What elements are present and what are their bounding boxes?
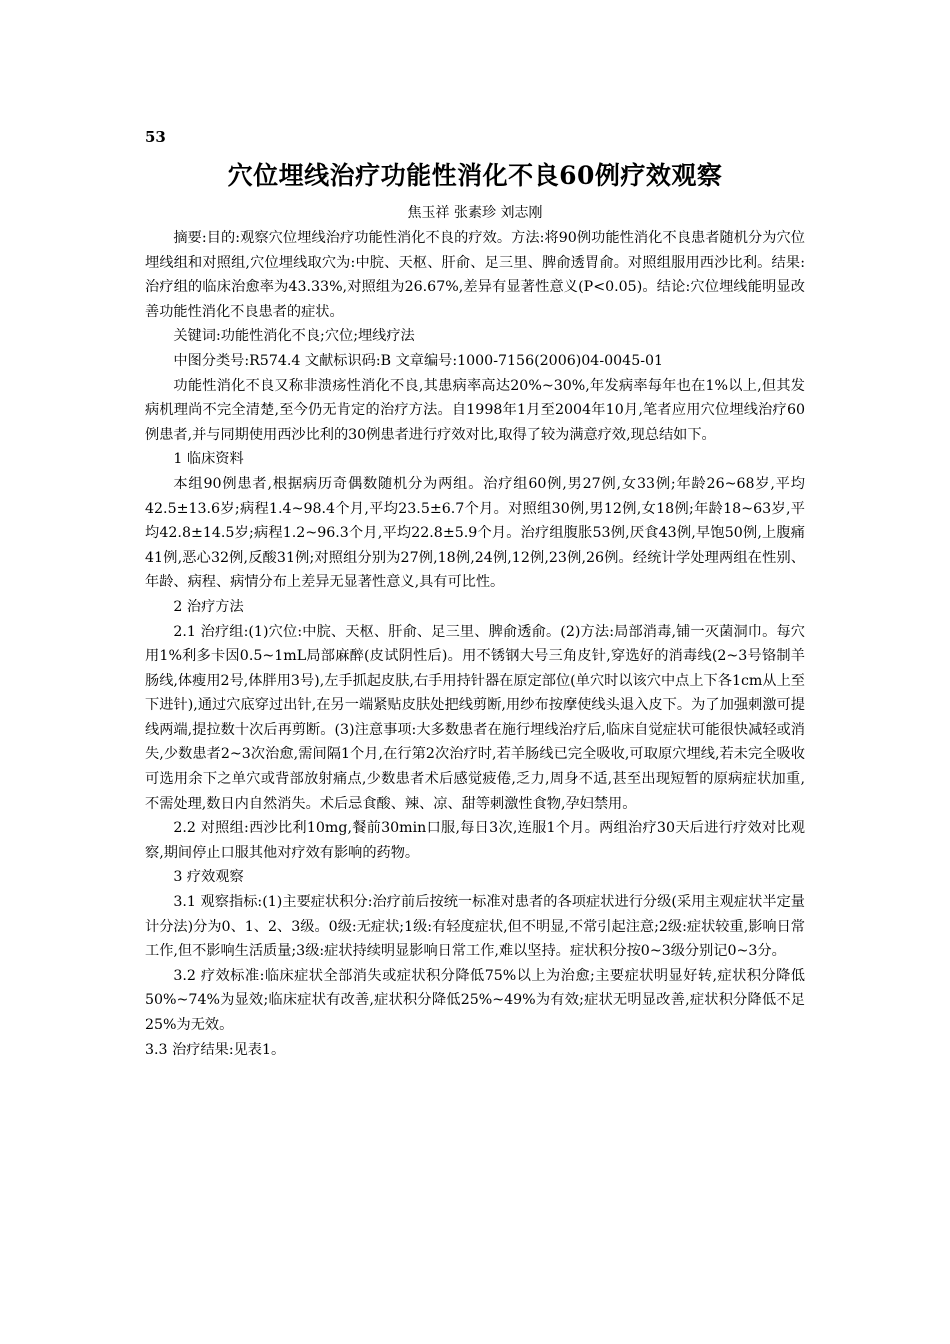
keywords: 关键词:功能性消化不良;穴位;埋线疗法: [173, 328, 415, 345]
section-3-3-text: 3.3 治疗结果:见表1。: [145, 1041, 286, 1058]
section-heading-2: 2 治疗方法: [173, 598, 244, 615]
section-3-2-text: 3.2 疗效标准:临床症状全部消失或症状积分降低75%以上为治愈;主要症状明显好转,症状积分降低50%~74%为显效;临床症状有改善,症状积分降低25%~49%为有效;症状无明显改善,症状积分降低不足25%为无效。: [145, 967, 805, 1033]
section-2-1-text: 2.1 治疗组:(1)穴位:中脘、天枢、肝俞、足三里、脾俞透俞。(2)方法:局部消毒,铺一灭菌洞巾。每穴用1%利多卡因0.5~1mL局部麻醉(皮试阴性后)。用不锈钢大号三角皮针,穿选好的消毒线(2~3号铬制羊肠线,体瘦用2号,体胖用3号),左手抓起皮肤,右手用持针器在原定部位(单穴时以该穴中点上下各1cm从上至下进针),通过穴底穿过出针,在另一端紧贴皮肤处把线剪断,用纱布按摩使线头退入皮下。为了加强刺激可提线两端,提拉数十次后再剪断。(3)注意事项:大多数患者在施行埋线治疗后,临床自觉症状可能很快减轻或消失,少数患者2~3次治愈,需间隔1个月,在行第2次治疗时,若羊肠线已完全吸收,可取原穴埋线,若未完全吸收可选用余下之单穴或背部放射痛点,少数患者术后感觉疲倦,乏力,周身不适,甚至出现短暂的原病症状加重,不需处理,数日内自然消失。术后忌食酸、辣、凉、甜等刺激性食物,孕妇禁用。: [145, 623, 805, 812]
authors: 焦玉祥 张素珍 刘志刚: [407, 205, 543, 221]
classification: 中图分类号:R574.4 文献标识码:B 文章编号:1000-7156(2006)04-0045-01: [173, 352, 664, 369]
section-2-2-text: 2.2 对照组:西沙比利10mg,餐前30min口服,每日3次,连服1个月。两组治疗30天后进行疗效对比观察,期间停止口服其他对疗效有影响的药物。: [145, 820, 805, 861]
article-title: 穴位埋线治疗功能性消化不良60例疗效观察: [227, 161, 723, 190]
page-number: 53: [145, 128, 166, 146]
section-heading-3: 3 疗效观察: [173, 869, 244, 886]
article-body: [145, 226, 805, 1062]
section-heading-1: 1 临床资料: [173, 451, 244, 468]
abstract: 摘要:目的:观察穴位埋线治疗功能性消化不良的疗效。方法:将90例功能性消化不良患者随机分为穴位埋线组和对照组,穴位埋线取穴为:中脘、天枢、肝俞、足三里、脾俞透胃俞。对照组服用西沙比利。结果:治疗组的临床治愈率为43.33%,对照组为26.67%,差异有显著性意义(P<0.05)。结论:穴位埋线能明显改善功能性消化不良患者的症状。: [145, 230, 805, 320]
section-3-1-text: 3.1 观察指标:(1)主要症状积分:治疗前后按统一标准对患者的各项症状进行分级(采用主观症状半定量计分法)分为0、1、2、3级。0级:无症状;1级:有轻度症状,但不明显,不常引起注意;2级:症状较重,影响日常工作,但不影响生活质量;3级:症状持续明显影响日常工作,难以坚持。症状积分按0~3级分别记0~3分。: [145, 894, 805, 960]
introduction: 功能性消化不良又称非溃疡性消化不良,其患病率高达20%~30%,年发病率每年也在1%以上,但其发病机理尚不完全清楚,至今仍无肯定的治疗方法。自1998年1月至2004年10月,笔者应用穴位埋线治疗60例患者,并与同期使用西沙比利的30例患者进行疗效对比,取得了较为满意疗效,现总结如下。: [145, 377, 805, 443]
section-1-text: 本组90例患者,根据病历奇偶数随机分为两组。治疗组60例,男27例,女33例;年龄26~68岁,平均42.5±13.6岁;病程1.4~98.4个月,平均23.5±6.7个月。对照组30例,男12例,女18例;年龄18~63岁,平均42.8±14.5岁;病程1.2~96.3个月,平均22.8±5.9个月。治疗组腹胀53例,厌食43例,早饱50例,上腹痛41例,恶心32例,反酸31例;对照组分别为27例,18例,24例,12例,23例,26例。经统计学处理两组在性别、年龄、病程、病情分布上差异无显著性意义,具有可比性。: [145, 475, 805, 591]
